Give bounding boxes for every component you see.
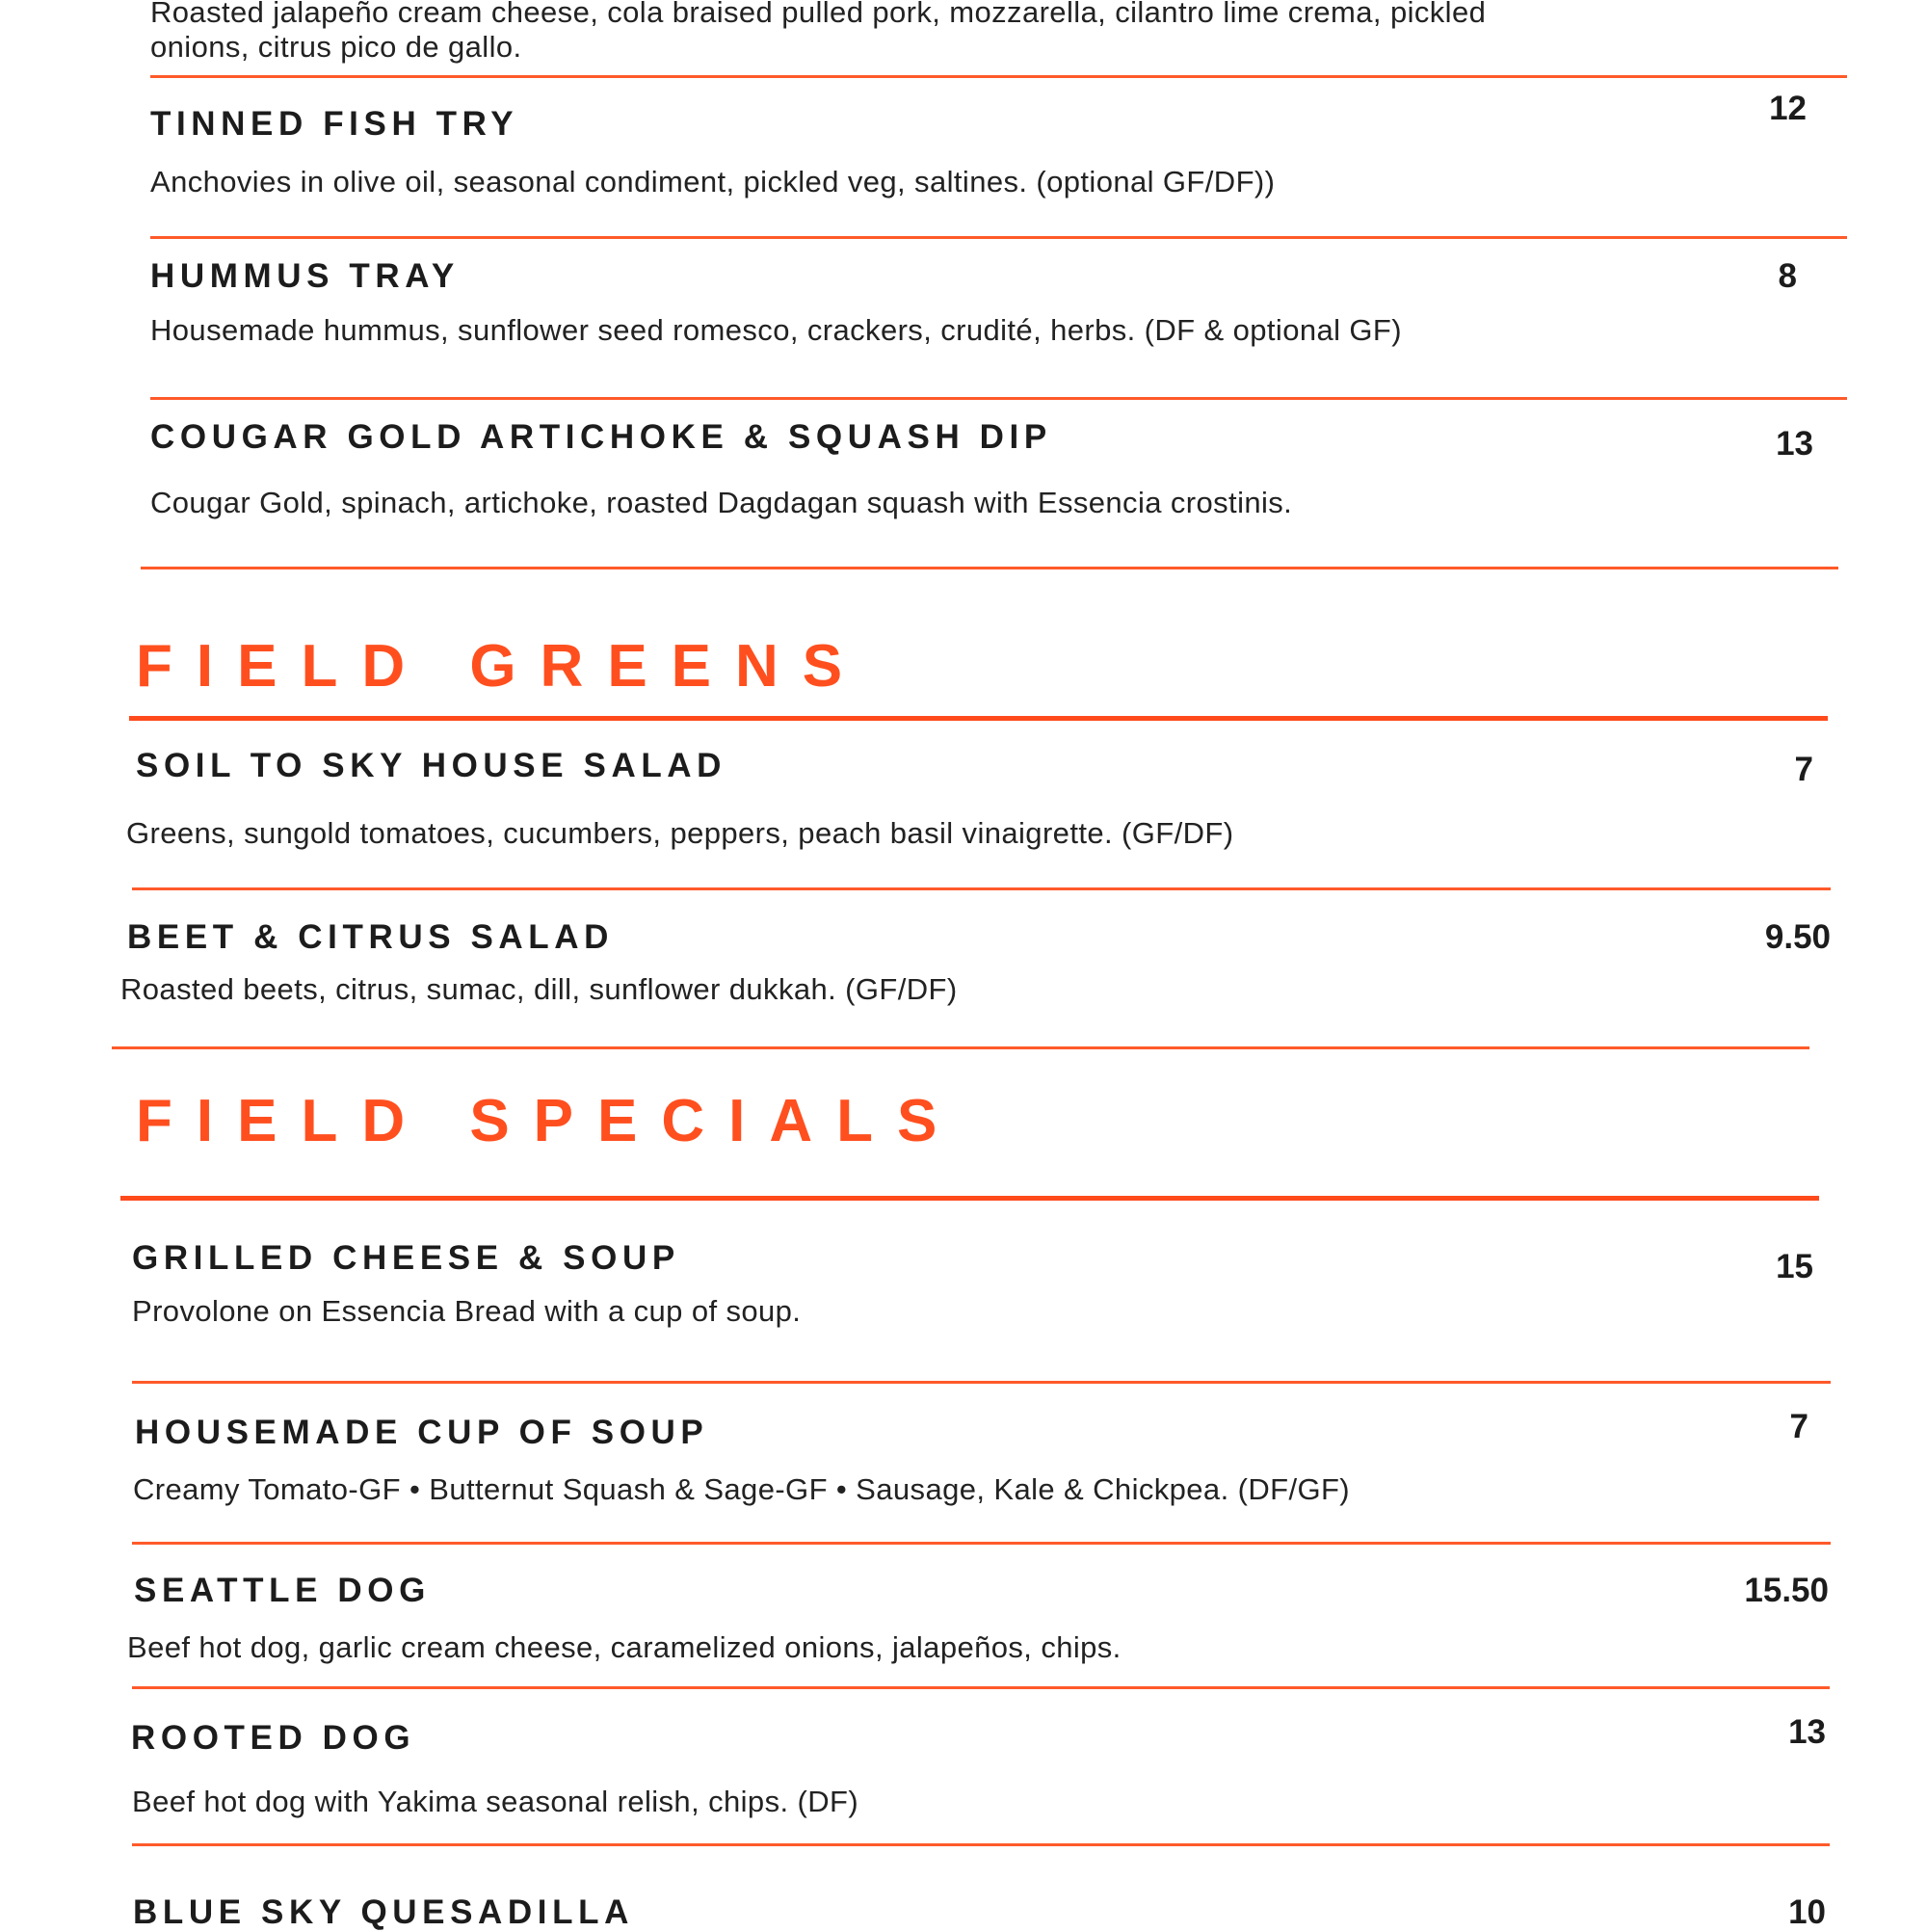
item-description-line: Roasted jalapeño cream cheese, cola braised pulled pork, mozzarella, cilantro lime crema, pickled — [150, 0, 1487, 29]
menu-item-name: COUGAR GOLD ARTICHOKE & SQUASH DIP — [150, 418, 1052, 456]
menu-item-name: BLUE SKY QUESADILLA — [133, 1893, 634, 1931]
menu-item-price: 12 — [1769, 90, 1807, 127]
menu-item-price: 13 — [1788, 1713, 1826, 1751]
divider — [112, 1046, 1809, 1049]
divider — [150, 75, 1847, 78]
menu-item-description: Greens, sungold tomatoes, cucumbers, peppers, peach basil vinaigrette. (GF/DF) — [126, 816, 1234, 850]
menu-item-description: Housemade hummus, sunflower seed romesco, crackers, crudité, herbs. (DF & optional GF) — [150, 313, 1402, 347]
menu-item-description: Beef hot dog, garlic cream cheese, caramelized onions, jalapeños, chips. — [127, 1630, 1122, 1664]
divider — [132, 1843, 1830, 1846]
divider — [132, 887, 1831, 890]
section-divider — [129, 716, 1828, 721]
menu-item-name: BEET & CITRUS SALAD — [127, 918, 615, 956]
menu-item-price: 10 — [1788, 1893, 1826, 1931]
menu-item-description: Provolone on Essencia Bread with a cup of soup. — [132, 1294, 802, 1328]
menu-item-name: TINNED FISH TRY — [150, 105, 519, 143]
section-heading-field-specials: FIELD SPECIALS — [136, 1088, 962, 1154]
menu-item-description: Beef hot dog with Yakima seasonal relish, chips. (DF) — [132, 1785, 859, 1818]
menu-item-name: HUMMUS TRAY — [150, 257, 460, 295]
menu-item-price: 7 — [1794, 751, 1813, 788]
menu-item-price: 7 — [1789, 1408, 1808, 1445]
menu-item-name: HOUSEMADE CUP OF SOUP — [135, 1414, 709, 1451]
divider — [132, 1542, 1831, 1545]
menu-item-price: 8 — [1778, 257, 1797, 295]
menu-item-description: Creamy Tomato-GF • Butternut Squash & Sage-GF • Sausage, Kale & Chickpea. (DF/GF) — [133, 1472, 1351, 1506]
section-heading-field-greens: FIELD GREENS — [136, 633, 867, 700]
menu-item-name: ROOTED DOG — [131, 1719, 416, 1757]
menu-item-price: 15.50 — [1744, 1572, 1829, 1609]
menu-item-name: SEATTLE DOG — [134, 1572, 431, 1609]
menu-item-price: 9.50 — [1764, 918, 1831, 956]
menu-item-description: Cougar Gold, spinach, artichoke, roasted Dagdagan squash with Essencia crostinis. — [150, 486, 1293, 519]
divider — [141, 567, 1838, 569]
menu-item-name: GRILLED CHEESE & SOUP — [132, 1239, 680, 1277]
item-description-line: onions, citrus pico de gallo. — [150, 30, 522, 64]
menu-item-price: 13 — [1776, 425, 1813, 463]
section-divider — [120, 1196, 1819, 1201]
divider — [132, 1381, 1831, 1384]
menu-item-name: SOIL TO SKY HOUSE SALAD — [136, 747, 727, 784]
menu-item-price: 15 — [1776, 1248, 1813, 1285]
divider — [150, 236, 1847, 239]
menu-item-description: Anchovies in olive oil, seasonal condiment, pickled veg, saltines. (optional GF/DF)) — [150, 165, 1276, 198]
menu-item-description: Roasted beets, citrus, sumac, dill, sunflower dukkah. (GF/DF) — [120, 972, 958, 1006]
divider — [150, 397, 1847, 400]
divider — [132, 1686, 1830, 1689]
